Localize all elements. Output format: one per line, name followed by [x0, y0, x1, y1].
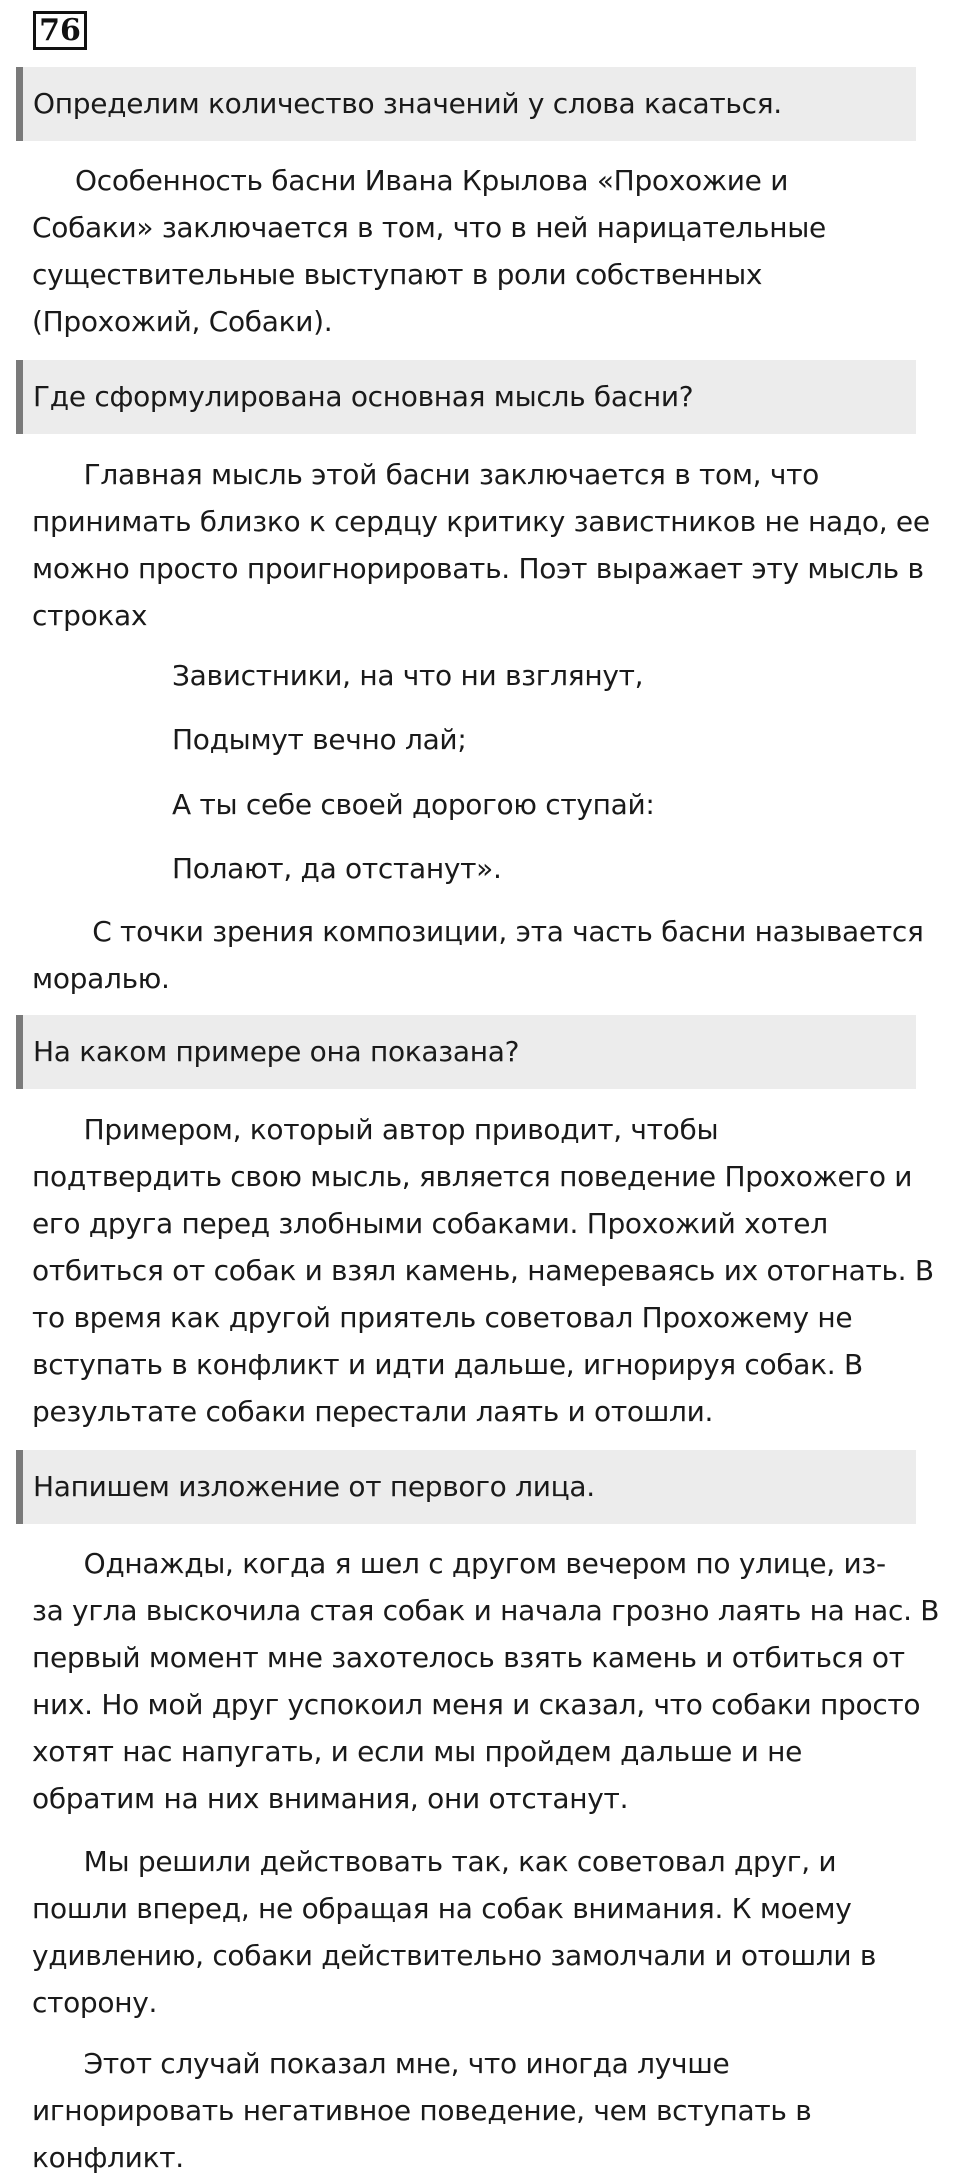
- text-line: Этот случай показал мне, что иногда лучше: [32, 2047, 730, 2080]
- question-bar-1: [16, 67, 916, 141]
- text-line: Собаки» заключается в том, что в ней нарицательные: [32, 211, 826, 244]
- text-line: удивлению, собаки действительно замолчали и отошли в: [32, 1939, 877, 1972]
- text-line: можно просто проигнорировать. Поэт выражает эту мысль в: [32, 552, 924, 585]
- text-line: Примером, который автор приводит, чтобы: [32, 1113, 719, 1146]
- text-line: Однажды, когда я шел с другом вечером по улице, из-: [32, 1547, 886, 1580]
- text-line: Особенность басни Ивана Крылова «Прохожие и: [32, 164, 789, 197]
- text-line: Главная мысль этой басни заключается в том, что: [32, 458, 819, 491]
- verse-line-3: А ты себе своей дорогою ступай:: [172, 788, 655, 821]
- text-line: за угла выскочила стая собак и начала грозно лаять на нас. В: [32, 1594, 940, 1627]
- text-line: игнорировать негативное поведение, чем вступать в: [32, 2094, 812, 2127]
- text-line: пошли вперед, не обращая на собак внимания. К моему: [32, 1892, 852, 1925]
- answer-paragraph-1: [32, 157, 952, 345]
- text-line: сторону.: [32, 1986, 158, 2019]
- text-line: отбиться от собак и взял камень, намереваясь их отогнать. В: [32, 1254, 934, 1287]
- text-line: Мы решили действовать так, как советовал друг, и: [32, 1845, 837, 1878]
- verse-line-2: Подымут вечно лай;: [172, 723, 467, 756]
- essay-paragraph-1: [32, 1540, 952, 1822]
- verse-line-1: Завистники, на что ни взглянут,: [172, 659, 644, 692]
- question-bar-3: [16, 1015, 916, 1089]
- text-line: его друга перед злобными собаками. Прохожий хотел: [32, 1207, 828, 1240]
- page-number-box: 76: [33, 11, 87, 50]
- verse-line-4: Полают, да отстанут».: [172, 852, 502, 885]
- essay-paragraph-2: [32, 1838, 952, 2026]
- question-text-4: Напишем изложение от первого лица.: [33, 1470, 595, 1503]
- question-text-3: На каком примере она показана?: [33, 1035, 520, 1068]
- question-bar-2: [16, 360, 916, 434]
- question-text-1: Определим количество значений у слова касаться.: [33, 87, 782, 120]
- text-line: них. Но мой друг успокоил меня и сказал, что собаки просто: [32, 1688, 921, 1721]
- text-line: результате собаки перестали лаять и отошли.: [32, 1395, 714, 1428]
- text-line: обратим на них внимания, они отстанут.: [32, 1782, 629, 1815]
- essay-paragraph-3: [32, 2040, 952, 2181]
- question-text-2: Где сформулирована основная мысль басни?: [33, 380, 694, 413]
- text-line: существительные выступают в роли собственных: [32, 258, 763, 291]
- moral-paragraph: [32, 908, 952, 1002]
- text-line: хотят нас напугать, и если мы пройдем дальше и не: [32, 1735, 803, 1768]
- text-line: конфликт.: [32, 2141, 184, 2174]
- text-line: строках: [32, 599, 148, 632]
- text-line: С точки зрения композиции, эта часть басни называется: [32, 915, 924, 948]
- text-line: подтвердить свою мысль, является поведение Прохожего и: [32, 1160, 913, 1193]
- text-line: принимать близко к сердцу критику завистников не надо, ее: [32, 505, 930, 538]
- text-line: первый момент мне захотелось взять камень и отбиться от: [32, 1641, 905, 1674]
- text-line: то время как другой приятель советовал Прохожему не: [32, 1301, 853, 1334]
- text-line: вступать в конфликт и идти дальше, игнорируя собак. В: [32, 1348, 863, 1381]
- text-line: моралью.: [32, 962, 170, 995]
- text-line: (Прохожий, Собаки).: [32, 305, 333, 338]
- answer-paragraph-3: [32, 1106, 952, 1435]
- question-bar-4: [16, 1450, 916, 1524]
- answer-paragraph-2: [32, 451, 952, 639]
